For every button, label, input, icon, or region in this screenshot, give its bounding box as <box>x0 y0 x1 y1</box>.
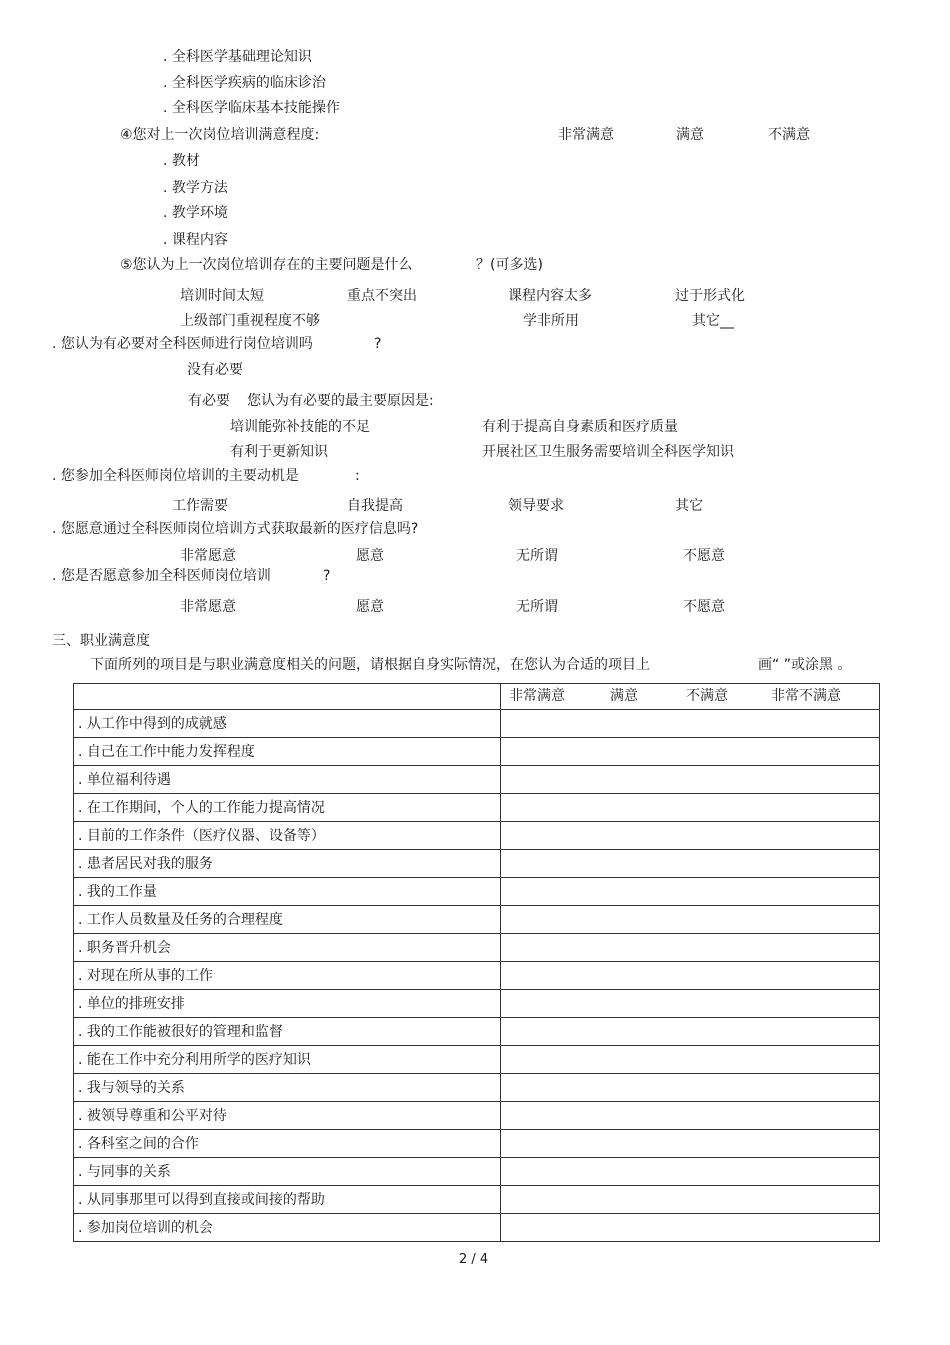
q5-option[interactable]: 其它__ <box>692 313 734 329</box>
topic-item: . 全科医学基础理论知识 <box>163 49 312 65</box>
topic-item: . 全科医学疾病的临床诊治 <box>163 75 326 91</box>
row-answer-cell[interactable] <box>501 1046 880 1074</box>
q4-item: . 课程内容 <box>163 232 228 248</box>
table-row <box>74 906 880 934</box>
necessity-option-yes[interactable]: 有必要 <box>188 393 230 409</box>
table-row <box>74 962 880 990</box>
necessity-question: . 您认为有必要对全科医师进行岗位培训吗 <box>52 336 313 352</box>
necessity-reason-label: 您认为有必要的最主要原因是: <box>247 393 434 409</box>
necessity-reason[interactable]: 培训能弥补技能的不足 <box>230 419 370 435</box>
topic-item: . 全科医学临床基本技能操作 <box>163 100 340 116</box>
join-option[interactable]: 不愿意 <box>683 599 725 615</box>
motive-option[interactable]: 工作需要 <box>172 498 228 514</box>
row-label: . 能在工作中充分利用所学的医疗知识 <box>74 1046 501 1074</box>
join-mark: ? <box>323 568 331 584</box>
table-row <box>74 1214 880 1242</box>
row-label: . 被领导尊重和公平对待 <box>74 1102 501 1130</box>
row-answer-cell[interactable] <box>501 906 880 934</box>
satisfaction-table <box>73 683 880 1242</box>
table-header-blank <box>74 684 501 710</box>
row-label: . 参加岗位培训的机会 <box>74 1214 501 1242</box>
info-option[interactable]: 非常愿意 <box>180 548 236 564</box>
necessity-reason[interactable]: 有利于更新知识 <box>230 444 328 460</box>
q5-option[interactable]: 上级部门重视程度不够 <box>180 313 320 329</box>
row-answer-cell[interactable] <box>501 934 880 962</box>
row-label: . 各科室之间的合作 <box>74 1130 501 1158</box>
row-label: . 在工作期间，个人的工作能力提高情况 <box>74 794 501 822</box>
row-label: . 我的工作能被很好的管理和监督 <box>74 1018 501 1046</box>
row-label: . 自己在工作中能力发挥程度 <box>74 738 501 766</box>
info-option[interactable]: 无所谓 <box>516 548 558 564</box>
q4-scale-unsatisfied: 不满意 <box>768 127 810 143</box>
q5-option[interactable]: 重点不突出 <box>347 288 417 304</box>
row-answer-cell[interactable] <box>501 1074 880 1102</box>
table-row <box>74 1074 880 1102</box>
row-answer-cell[interactable] <box>501 962 880 990</box>
q4-label: ④您对上一次岗位培训满意程度: <box>120 127 320 143</box>
table-row <box>74 878 880 906</box>
row-label: . 从工作中得到的成就感 <box>74 710 501 738</box>
table-row <box>74 1158 880 1186</box>
row-answer-cell[interactable] <box>501 990 880 1018</box>
row-answer-cell[interactable] <box>501 710 880 738</box>
table-row <box>74 1102 880 1130</box>
motive-mark: : <box>355 468 360 484</box>
table-row <box>74 794 880 822</box>
necessity-option-no[interactable]: 没有必要 <box>187 362 243 378</box>
table-row <box>74 990 880 1018</box>
info-option[interactable]: 愿意 <box>356 548 384 564</box>
row-label: . 我的工作量 <box>74 878 501 906</box>
q5-option[interactable]: 过于形式化 <box>675 288 745 304</box>
table-row <box>74 1046 880 1074</box>
table-header-row <box>74 684 880 710</box>
row-answer-cell[interactable] <box>501 1158 880 1186</box>
q5-label: ⑤您认为上一次岗位培训存在的主要问题是什么 <box>120 257 413 273</box>
q4-item: . 教材 <box>163 153 200 169</box>
table-row <box>74 934 880 962</box>
row-answer-cell[interactable] <box>501 794 880 822</box>
row-label: . 单位的排班安排 <box>74 990 501 1018</box>
table-row <box>74 710 880 738</box>
section-intro: 下面所列的项目是与职业满意度相关的问题，请根据自身实际情况，在您认为合适的项目上 <box>90 657 650 673</box>
q5-option[interactable]: 培训时间太短 <box>180 288 264 304</box>
section-intro-tail: 画“ ”或涂黑 。 <box>758 657 852 673</box>
page-number: 2 / 4 <box>459 1252 489 1267</box>
info-question: . 您愿意通过全科医师岗位培训方式获取最新的医疗信息吗? <box>52 521 419 537</box>
q4-scale-satisfied: 满意 <box>676 127 704 143</box>
section-title: 三、职业满意度 <box>52 633 150 649</box>
table-row <box>74 766 880 794</box>
column-satisfied: 满意 <box>610 688 638 704</box>
row-answer-cell[interactable] <box>501 1102 880 1130</box>
table-row <box>74 738 880 766</box>
row-label: . 患者居民对我的服务 <box>74 850 501 878</box>
motive-question: . 您参加全科医师岗位培训的主要动机是 <box>52 468 299 484</box>
table-row <box>74 1186 880 1214</box>
row-label: . 工作人员数量及任务的合理程度 <box>74 906 501 934</box>
table-row <box>74 1018 880 1046</box>
join-option[interactable]: 愿意 <box>356 599 384 615</box>
row-answer-cell[interactable] <box>501 822 880 850</box>
row-answer-cell[interactable] <box>501 1018 880 1046</box>
column-very-unsatisfied: 非常不满意 <box>771 688 841 704</box>
row-answer-cell[interactable] <box>501 1214 880 1242</box>
row-label: . 从同事那里可以得到直接或间接的帮助 <box>74 1186 501 1214</box>
join-option[interactable]: 无所谓 <box>516 599 558 615</box>
join-question: . 您是否愿意参加全科医师岗位培训 <box>52 568 271 584</box>
q5-option[interactable]: 学非所用 <box>523 313 579 329</box>
row-answer-cell[interactable] <box>501 766 880 794</box>
row-answer-cell[interactable] <box>501 1130 880 1158</box>
row-label: . 单位福利待遇 <box>74 766 501 794</box>
q5-option[interactable]: 课程内容太多 <box>508 288 592 304</box>
info-option[interactable]: 不愿意 <box>683 548 725 564</box>
necessity-reason[interactable]: 有利于提高自身素质和医疗质量 <box>482 419 678 435</box>
column-very-satisfied: 非常满意 <box>509 688 565 704</box>
row-label: . 职务晋升机会 <box>74 934 501 962</box>
row-label: . 我与领导的关系 <box>74 1074 501 1102</box>
motive-option[interactable]: 领导要求 <box>508 498 564 514</box>
necessity-mark: ? <box>374 336 382 352</box>
row-label: . 与同事的关系 <box>74 1158 501 1186</box>
q5-suffix: ？(可多选) <box>476 257 543 273</box>
motive-option[interactable]: 其它 <box>675 498 703 514</box>
row-answer-cell[interactable] <box>501 738 880 766</box>
row-answer-cell[interactable] <box>501 878 880 906</box>
row-answer-cell[interactable] <box>501 1186 880 1214</box>
q4-item: . 教学环境 <box>163 205 228 221</box>
q4-scale-very-satisfied: 非常满意 <box>558 127 614 143</box>
motive-option[interactable]: 自我提高 <box>347 498 403 514</box>
join-option[interactable]: 非常愿意 <box>180 599 236 615</box>
table-header-scale <box>501 684 880 710</box>
q4-item: . 教学方法 <box>163 180 228 196</box>
column-unsatisfied: 不满意 <box>686 688 728 704</box>
table-row <box>74 850 880 878</box>
row-answer-cell[interactable] <box>501 850 880 878</box>
row-label: . 目前的工作条件（医疗仪器、设备等） <box>74 822 501 850</box>
row-label: . 对现在所从事的工作 <box>74 962 501 990</box>
table-row <box>74 1130 880 1158</box>
necessity-reason[interactable]: 开展社区卫生服务需要培训全科医学知识 <box>482 444 734 460</box>
table-row <box>74 822 880 850</box>
